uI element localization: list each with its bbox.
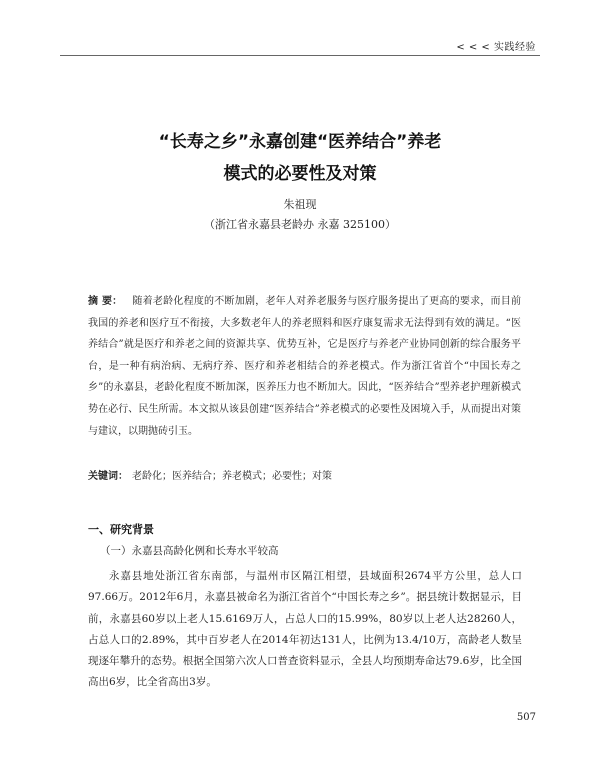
running-header-section: < < < 实践经验 (456, 42, 536, 53)
page-number: 507 (516, 712, 536, 723)
keywords-text: 老龄化；医养结合；养老模式；必要性；对策 (132, 471, 332, 482)
article-title-line-2: 模式的必要性及对策 (223, 164, 377, 184)
article-author: 朱祖现 (283, 198, 317, 211)
body-paragraph-container (88, 566, 522, 694)
body-paragraph: 永嘉县地处浙江省东南部，与温州市区隔江相望，县域面积2674平方公里，总人口97.66万。2012年6月，永嘉县被命名为浙江省首个“中国长寿之乡”。据县统计数据显示，目前，永嘉县60岁以上老人15.6169万人，占总人口的15.99%，80岁以上老人达28260人，占总人口的2.89%，其中百岁老人在2014年初达131人，比例为13.4/10万，高龄老人数呈现逐年攀升的态势。根据全国第六次人口普查资料显示，全县人均预期寿命达79.6岁，比全国高出6岁，比全省高出3岁。 (88, 570, 522, 689)
keywords-label: 关键词： (88, 471, 128, 482)
keywords (88, 467, 521, 482)
article-affiliation: （浙江省永嘉县老龄办 永嘉 325100） (204, 218, 396, 231)
abstract (88, 291, 521, 442)
subsection-heading: （一）永嘉县高龄化例和长寿水平较高 (100, 545, 279, 557)
abstract-text: 随着老龄化程度的不断加剧，老年人对养老服务与医疗服务提出了更高的要求，而目前我国的养老和医疗互不衔接，大多数老年人的养老照料和医疗康复需求无法得到有效的满足。“医养结合”就是医疗和养老之间的资源共享、优势互补，它是医疗与养老产业协同创新的综合服务平台，是一种有病治病、无病疗养、医疗和养老相结合的养老模式。作为浙江省首个“中国长寿之乡”的永嘉县，老龄化程度不断加深，医养压力也不断加大。因此，“医养结合”型养老护理新模式势在必行、民生所需。本文拟从该县创建“医养结合”养老模式的必要性及困境入手，从而提出对策与建议，以期抛砖引玉。 (88, 296, 522, 437)
header-divider (60, 55, 540, 56)
section-heading: 一、研究背景 (88, 523, 154, 536)
abstract-label: 摘 要： (88, 296, 123, 307)
article-title-line-1: “长寿之乡”永嘉创建“医养结合”养老 (158, 132, 442, 152)
